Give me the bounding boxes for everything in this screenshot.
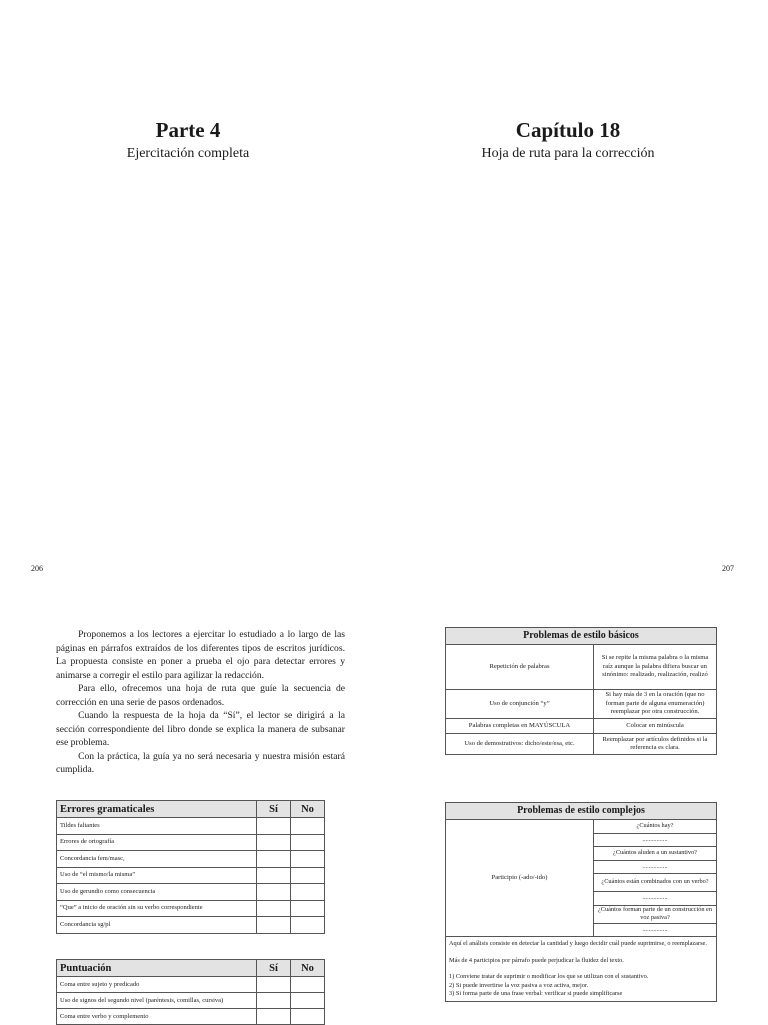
no-cell[interactable] (291, 834, 325, 851)
table-row (57, 1009, 325, 1025)
note-warning: Más de 4 participios por párrafo puede perjudicar la fluidez del texto. (449, 956, 624, 964)
no-cell[interactable] (291, 867, 325, 884)
table-header-row (57, 960, 325, 977)
yes-cell[interactable] (257, 977, 291, 993)
intro-paragraph: Con la práctica, la guía ya no será necesaria y nuestra misión estará cumplida. (56, 750, 345, 775)
table-title: Puntuación (57, 960, 257, 977)
row-label: Coma entre sujeto y predicado (57, 977, 257, 993)
answer-blank[interactable]: ................ (594, 860, 717, 874)
note-intro: Aquí el análisis consiste en detectar la cantidad y luego decidir cuál puede suprimirse, o reemplazarse. (449, 940, 707, 947)
column-header-yes: Sí (257, 801, 291, 818)
row-label: Errores de ortografía (57, 834, 257, 851)
table-row (446, 690, 717, 719)
solution-cell: Reemplazar por artículos definidos si la referencia es clara. (594, 734, 717, 755)
table-row (446, 645, 717, 690)
problem-cell: Uso de conjunción “y” (446, 690, 594, 719)
answer-blank[interactable]: ................ (594, 923, 717, 937)
table-row (57, 917, 325, 934)
table-title: Errores gramaticales (57, 801, 257, 818)
table-header-row (446, 628, 717, 645)
row-label: Coma entre verbo y complemento (57, 1009, 257, 1025)
question-cell: ¿Cuántos hay? (594, 820, 717, 834)
errores-gramaticales-table (56, 800, 325, 934)
row-label: Uso de signos del segundo nivel (paréntesis, comillas, cursiva) (57, 993, 257, 1009)
row-label: Concordancia fem/masc, (57, 851, 257, 868)
solution-cell: Si se repite la misma palabra o la misma raíz aunque la palabra difiera buscar un sinónimo: realizado, realización, realizó (594, 645, 717, 690)
no-cell[interactable] (291, 1009, 325, 1025)
part-subtitle: Ejercitación completa (126, 146, 250, 161)
row-label: Uso de gerundio como consecuencia (57, 884, 257, 901)
yes-cell[interactable] (257, 851, 291, 868)
chapter-subtitle: Hoja de ruta para la corrección (481, 146, 655, 161)
table-title: Problemas de estilo complejos (446, 803, 717, 820)
table-row (57, 977, 325, 993)
page-number-left: 206 (31, 564, 43, 573)
table-header-row (446, 803, 717, 820)
intro-text (56, 628, 345, 777)
problem-cell: Palabras completas en MAYÚSCULA (446, 719, 594, 734)
table-row (446, 820, 717, 834)
intro-paragraph: Proponemos a los lectores a ejercitar lo estudiado a lo largo de las páginas en párrafos extraídos de los diferentes tipos de escritos jurídicos. La propuesta consiste en poner a prueba el ojo para detectar errores y animarse a corregir el estilo para agilizar la redacción. (56, 629, 345, 681)
note-step: 3) Si forma parte de una frase verbal: verificar si puede simplificarse (449, 990, 623, 997)
yes-cell[interactable] (257, 867, 291, 884)
no-cell[interactable] (291, 884, 325, 901)
basic-style-problems-table (445, 627, 717, 755)
no-cell[interactable] (291, 917, 325, 934)
table-row (57, 867, 325, 884)
yes-cell[interactable] (257, 818, 291, 835)
question-cell: ¿Cuántos aluden a un sustantivo? (594, 847, 717, 861)
chapter-title: Capítulo 18 (515, 118, 621, 142)
table-row (57, 884, 325, 901)
row-label: Uso de “el mismo/la misma” (57, 867, 257, 884)
yes-cell[interactable] (257, 993, 291, 1009)
note-step: 1) Conviene tratar de suprimir o modificar los que se utilizan con el sustantivo. (449, 973, 649, 980)
table-header-row (57, 801, 325, 818)
column-header-no: No (291, 960, 325, 977)
no-cell[interactable] (291, 900, 325, 917)
table-row (57, 900, 325, 917)
problem-cell: Repetición de palabras (446, 645, 594, 690)
solution-cell: Si hay más de 3 en la oración (que no forman parte de alguna enumeración) reemplazar por otra construcción. (594, 690, 717, 719)
note-step: 2) Si puede invertirse la voz pasiva a voz activa, mejor. (449, 981, 589, 989)
table-row (446, 937, 717, 1002)
question-cell: ¿Cuántos están combinados con un verbo? (594, 874, 717, 892)
participle-label: Participio (-ado/-ido) (446, 820, 594, 937)
analysis-note (446, 937, 717, 1002)
no-cell[interactable] (291, 977, 325, 993)
intro-paragraph: Cuando la respuesta de la hoja da “Sí”, el lector se dirigirá a la sección correspondiente del libro donde se explica la manera de subsanar ese problema. (56, 710, 345, 748)
table-row (57, 834, 325, 851)
yes-cell[interactable] (257, 1009, 291, 1025)
table-row (446, 734, 717, 755)
row-label: “Que” a inicio de oración sin su verbo correspondiente (57, 900, 257, 917)
question-cell: ¿Cuántos forman parte de un construcción en voz pasiva? (594, 905, 717, 923)
intro-paragraph: Para ello, ofrecemos una hoja de ruta que guíe la secuencia de corrección en una serie de pasos ordenados. (56, 683, 345, 708)
part-title: Parte 4 (155, 118, 221, 142)
complex-style-problems-table (445, 802, 717, 1002)
yes-cell[interactable] (257, 884, 291, 901)
column-header-yes: Sí (257, 960, 291, 977)
column-header-no: No (291, 801, 325, 818)
row-label: Concordancia sg/pl (57, 917, 257, 934)
yes-cell[interactable] (257, 917, 291, 934)
yes-cell[interactable] (257, 834, 291, 851)
table-row (57, 851, 325, 868)
answer-blank[interactable]: ................ (594, 833, 717, 847)
no-cell[interactable] (291, 851, 325, 868)
table-row (57, 993, 325, 1009)
no-cell[interactable] (291, 993, 325, 1009)
table-row (446, 719, 717, 734)
puntuacion-table (56, 959, 325, 1025)
yes-cell[interactable] (257, 900, 291, 917)
table-title: Problemas de estilo básicos (446, 628, 717, 645)
problem-cell: Uso de demostrativos: dicho/este/esa, etc. (446, 734, 594, 755)
answer-blank[interactable]: ................ (594, 892, 717, 906)
solution-cell: Colocar en minúscula (594, 719, 717, 734)
table-row (57, 818, 325, 835)
page-number-right: 207 (722, 564, 734, 573)
row-label: Tildes faltantes (57, 818, 257, 835)
no-cell[interactable] (291, 818, 325, 835)
